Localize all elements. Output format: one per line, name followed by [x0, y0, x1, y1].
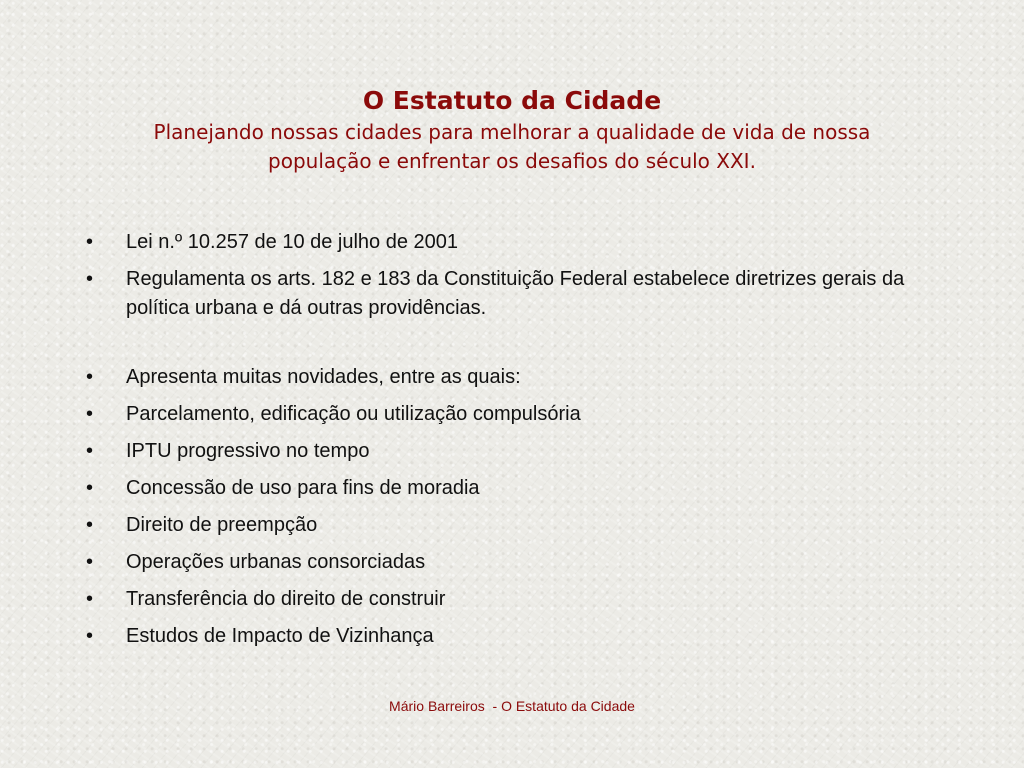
bullet-text: Regulamenta os arts. 182 e 183 da Constituição Federal estabelece diretrizes gerais da política urbana e dá outras providências. [126, 268, 905, 319]
bullet-dot: • [86, 588, 94, 610]
bullet-dot: • [86, 268, 94, 290]
bullet-item [86, 228, 966, 257]
bullet-dot: • [86, 403, 94, 425]
bullet-dot: • [86, 477, 94, 499]
bullet-text: IPTU progressivo no tempo [126, 440, 370, 462]
bullet-text: Operações urbanas consorciadas [126, 551, 426, 573]
bullet-text: Transferência do direito de construir [126, 588, 446, 610]
bullet-text: Lei n.º 10.257 de 10 de julho de 2001 [126, 231, 459, 253]
bullet-item [86, 363, 966, 392]
bullet-text: Apresenta muitas novidades, entre as quais: [126, 366, 521, 388]
bullet-text: Estudos de Impacto de Vizinhança [126, 625, 434, 647]
title-block [60, 84, 964, 176]
slide-title: O Estatuto da Cidade [362, 86, 662, 115]
bullet-item [86, 474, 966, 503]
bullet-item [86, 437, 966, 466]
bullet-dot: • [86, 440, 94, 462]
bullet-dot: • [86, 231, 94, 253]
bullet-item [86, 265, 966, 323]
bullet-dot: • [86, 366, 94, 388]
bullet-dot: • [86, 514, 94, 536]
bullet-dot: • [86, 625, 94, 647]
bullet-item [86, 622, 966, 651]
bullet-text: Direito de preempção [126, 514, 318, 536]
slide-subtitle-line-1: Planejando nossas cidades para melhorar a qualidade de vida de nossa [153, 120, 871, 144]
bullet-item [86, 548, 966, 577]
slide-subtitle-line-2: população e enfrentar os desafios do século XXI. [268, 149, 756, 173]
bullet-item [86, 585, 966, 614]
bullet-dot: • [86, 551, 94, 573]
bullet-item [86, 511, 966, 540]
bullet-list [86, 228, 966, 659]
bullet-item [86, 400, 966, 429]
bullet-text: Concessão de uso para fins de moradia [126, 477, 480, 499]
bullet-text: Parcelamento, edificação ou utilização compulsória [126, 403, 581, 425]
slide-footer: Mário Barreiros - O Estatuto da Cidade [389, 698, 635, 714]
